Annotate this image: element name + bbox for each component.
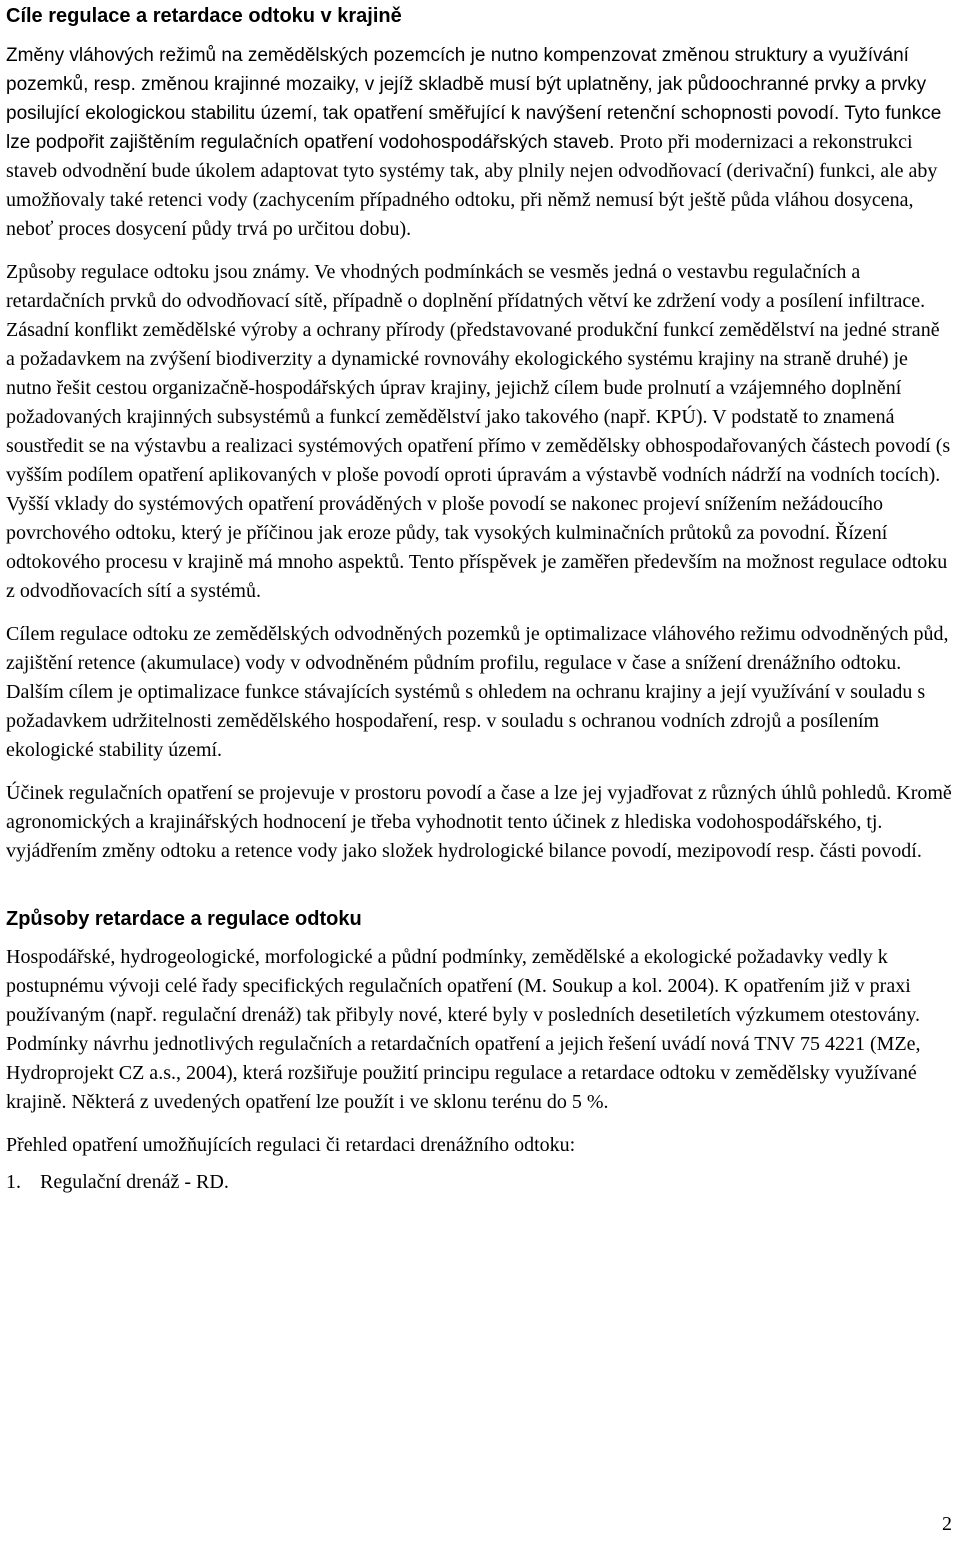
- paragraph-6: Přehled opatření umožňujících regulaci či retardaci drenážního odtoku:: [6, 1134, 576, 1156]
- list-item-number: 1.: [6, 1171, 21, 1193]
- paragraph-2: Způsoby regulace odtoku jsou známy. Ve vhodných podmínkách se vesměs jedná o vestavbu regulačních a retardačních prvků do odvodňovací sítě, případně o doplnění přídatných větví ke zdržení vody a posílení infiltrace. Zásadní konflikt zemědělské výroby a ochrany přírody (představované produkční funkcí zemědělství na jedné straně a požadavkem na zvýšení biodiverzity a dynamické rovnováhy ekologického systému krajiny na straně druhé) je nutno řešit cestou organizačně-hospodářských úprav krajiny, jejichž cílem bude prolnutí a vzájemného doplnění požadovaných krajinných subsystémů a funkcí zemědělství jako takového (např. KPÚ). V podstatě to znamená soustředit se na výstavbu a realizaci systémových opatření přímo v zemědělsky obhospodařovaných částech povodí (s vyšším podílem opatření aplikovaných v ploše povodí oproti úpravám a výstavbě vodních nádrží na vodních tocích). Vyšší vklady do systémových opatření prováděných v ploše povodí se nakonec projeví snížením nežádoucího povrchového odtoku, který je příčinou jak eroze půdy, tak vysokých kulminačních průtoků za povodní. Řízení odtokového procesu v krajině má mnoho aspektů. Tento příspěvek je zaměřen především na možnost regulace odtoku z odvodňovacích sítí a systémů.: [6, 261, 951, 602]
- page-number: 2: [942, 1513, 952, 1535]
- document-page: [6, 0, 952, 1197]
- list-item-text: Regulační drenáž - RD.: [40, 1171, 229, 1193]
- paragraph-1: [6, 41, 952, 244]
- section-heading-methods: Způsoby retardace a regulace odtoku: [6, 908, 362, 930]
- paragraph-5: Hospodářské, hydrogeologické, morfologické a půdní podmínky, zemědělské a ekologické požadavky vedly k postupnému vývoji celé řady specifických regulačních opatření (M. Soukup a kol. 2004). K opatřením již v praxi používaným (např. regulační drenáž) tak přibyly nové, které byly v posledních desetiletích výzkumem otestovány. Podmínky návrhu jednotlivých regulačních a retardačních opatření a jejich řešení uvádí nová TNV 75 4221 (MZe, Hydroprojekt CZ a.s., 2004), která rozšiřuje použití principu regulace a retardace odtoku v zemědělsky využívané krajině. Některá z uvedených opatření lze použít i ve sklonu terénu do 5 %.: [6, 946, 921, 1113]
- section-heading-goals: Cíle regulace a retardace odtoku v krajině: [6, 5, 402, 27]
- paragraph-4: Účinek regulačních opatření se projevuje v prostoru povodí a čase a lze jej vyjadřovat z různých úhlů pohledů. Kromě agronomických a krajinářských hodnocení je třeba vyhodnotit tento účinek z hlediska vodohospodářského, tj. vyjádřením změny odtoku a retence vody jako složek hydrologické bilance povodí, mezipovodí resp. části povodí.: [6, 782, 952, 862]
- list-item: [6, 1168, 952, 1197]
- paragraph-1-part-b: Proto při modernizaci a rekonstrukci staveb odvodnění bude úkolem adaptovat tyto systémy tak, aby plnily nejen odvodňovací (derivační) funkci, ale aby umožňovaly také retenci vody (zachycením případného odtoku, při němž nemusí být ještě půda vláhou dosycena, neboť proces dosycení půdy trvá po určitou dobu).: [6, 131, 938, 240]
- paragraph-3: Cílem regulace odtoku ze zemědělských odvodněných pozemků je optimalizace vláhového režimu odvodněných půd, zajištění retence (akumulace) vody v odvodněném půdním profilu, regulace v čase a snížení drenážního odtoku. Dalším cílem je optimalizace funkce stávajících systémů s ohledem na ochranu krajiny a její využívání v souladu s požadavkem udržitelnosti zemědělského hospodaření, resp. v souladu s ochranou vodních zdrojů a posílením ekologické stability území.: [6, 623, 949, 761]
- paragraph-1-part-a: Změny vláhových režimů na zemědělských pozemcích je nutno kompenzovat změnou struktury a využívání pozemků, resp. změnou krajinné mozaiky, v jejíž skladbě musí být uplatněny, jak půdoochranné prvky a prvky posilující ekologickou stabilitu území, tak opatření směřující k navýšení retenční schopnosti povodí. Tyto funkce lze podpořit zajištěním regulačních opatření vodohospodářských staveb.: [6, 45, 942, 153]
